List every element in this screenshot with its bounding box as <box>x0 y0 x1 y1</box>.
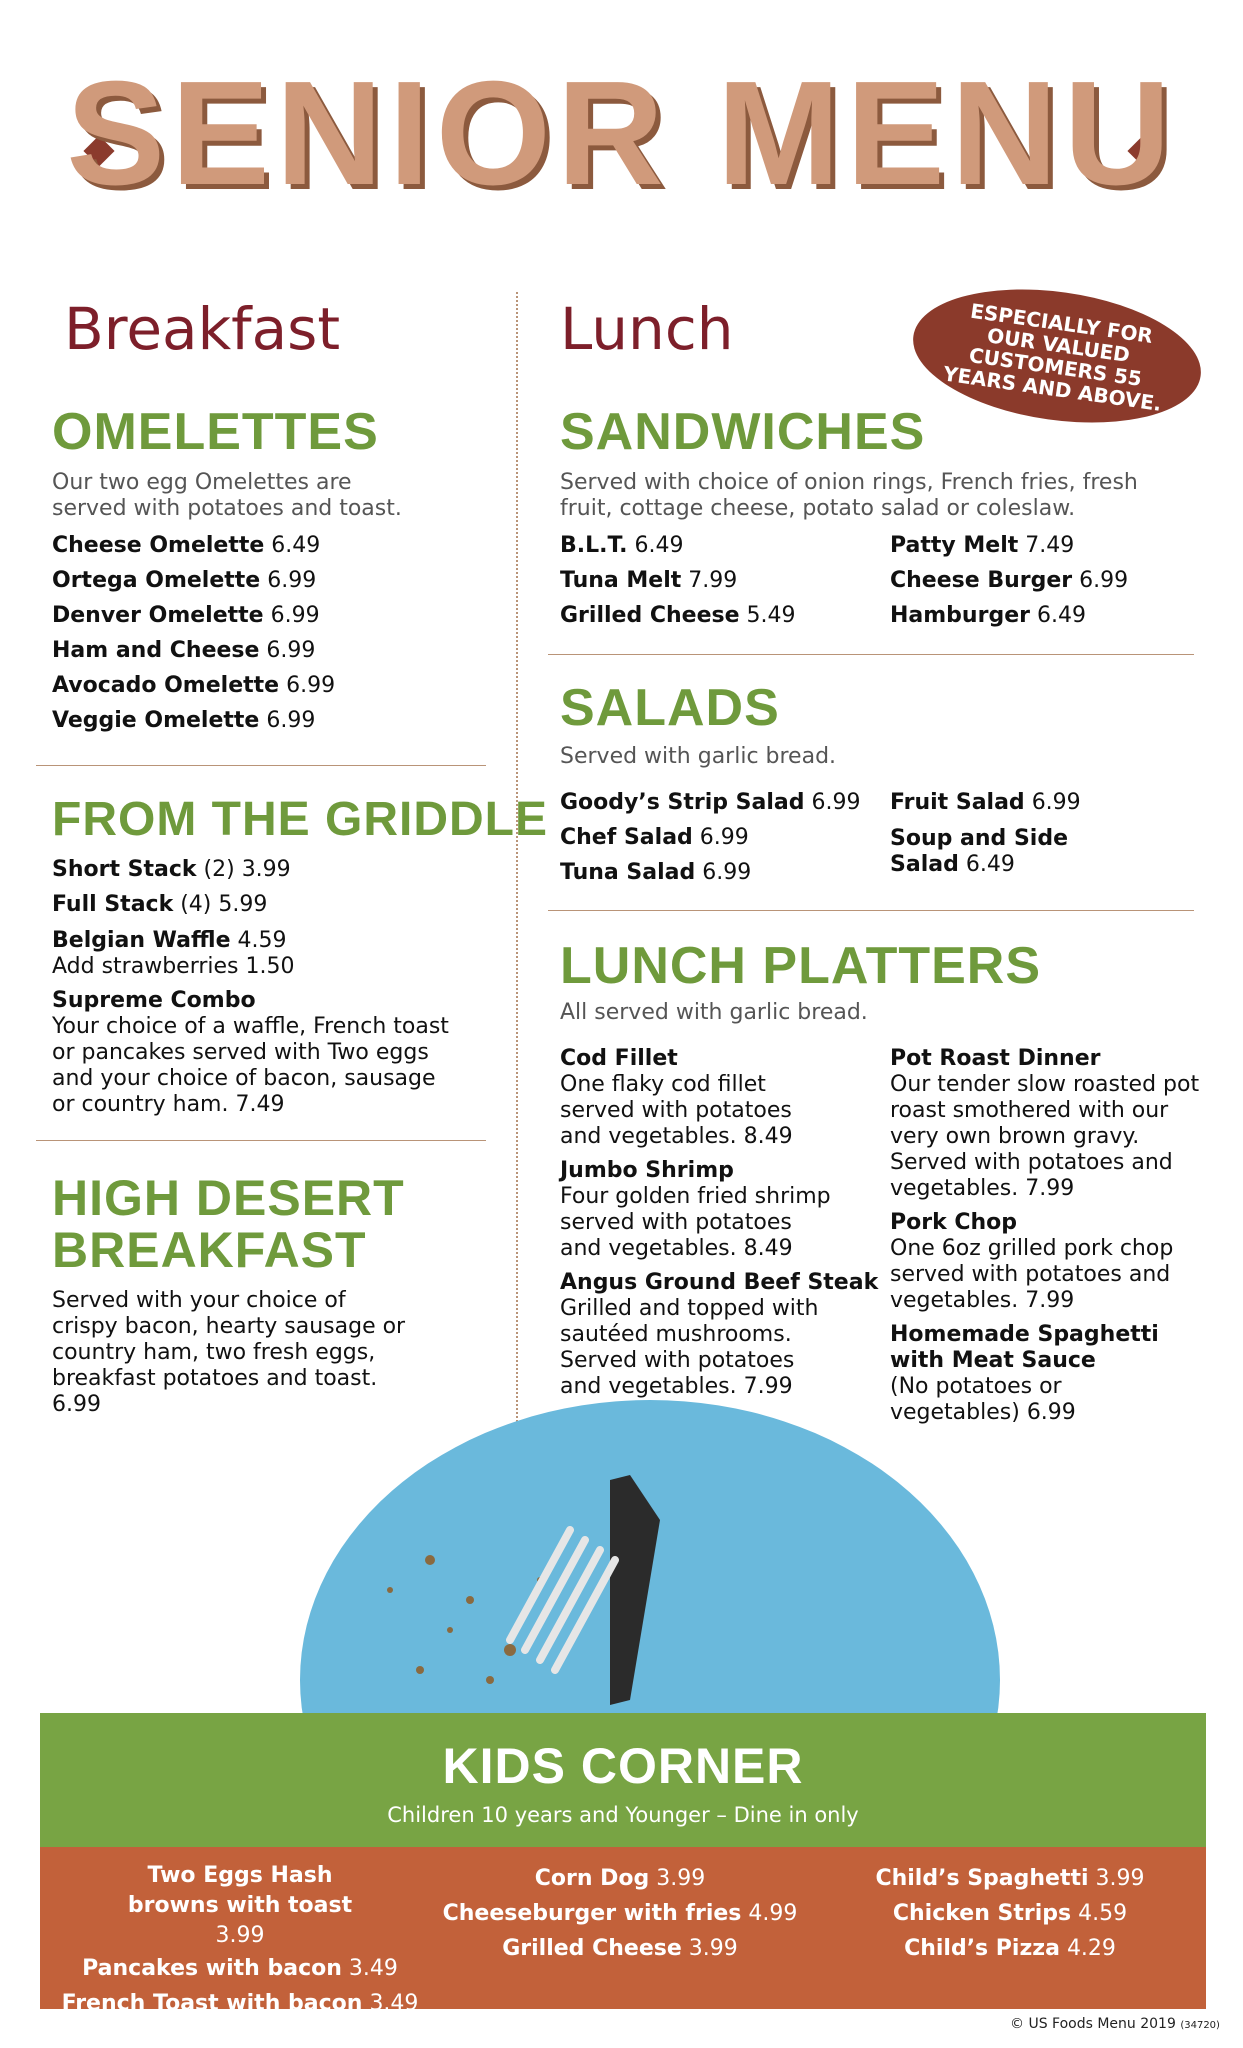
list-item: Belgian Waffle 4.59 <box>52 928 287 953</box>
senior-badge: ESPECIALLY FOR OUR VALUED CUSTOMERS 55 YEARS AND ABOVE. <box>905 272 1210 439</box>
platters-right <box>890 1046 1210 1426</box>
list-item: Veggie Omelette 6.99 <box>52 708 316 733</box>
page-title: SENIOR MENU <box>66 51 1177 216</box>
item-desc: Four golden fried shrimp served with potatoes and vegetables. 8.49 <box>560 1184 831 1261</box>
item-desc: Our tender slow roasted pot roast smothered with our very own brown gravy. Served with potatoes and vegetables. 7.99 <box>890 1072 1200 1201</box>
platters-subtitle: All served with garlic bread. <box>560 1000 868 1025</box>
platters-left <box>560 1046 880 1400</box>
list-item: Cheese Omelette 6.49 <box>52 533 321 558</box>
list-item: Cheeseburger with fries 4.99 <box>442 1901 798 1926</box>
list-item: Avocado Omelette 6.99 <box>52 673 336 698</box>
divider <box>548 910 1194 911</box>
list-item: Patty Melt 7.49 <box>890 533 1075 558</box>
kids-title: KIDS CORNER <box>442 1738 804 1794</box>
list-item: Fruit Salad 6.99 <box>890 790 1081 815</box>
item-desc: (No potatoes or vegetables) 6.99 <box>890 1374 1076 1425</box>
list-item: Chef Salad 6.99 <box>560 825 749 850</box>
list-item: Jumbo Shrimp <box>560 1158 734 1183</box>
list-item: Pancakes with bacon 3.49 <box>82 1956 398 1981</box>
omelettes-list <box>52 528 492 738</box>
list-item: B.L.T. 6.49 <box>560 533 684 558</box>
list-item: Grilled Cheese 5.49 <box>560 603 796 628</box>
kids-menu <box>40 1847 1206 2016</box>
sandwiches-left <box>560 528 880 633</box>
kids-col-3 <box>830 1861 1190 1966</box>
platters-title: LUNCH PLATTERS <box>560 937 1042 995</box>
list-item: Denver Omelette 6.99 <box>52 603 320 628</box>
omelettes-subtitle: Our two egg Omelettes are served with potatoes and toast. <box>52 470 402 521</box>
breakfast-heading: Breakfast <box>64 295 341 363</box>
sandwiches-subtitle: Served with choice of onion rings, French fries, fresh fruit, cottage cheese, potato salad or coleslaw. <box>560 470 1138 521</box>
list-item: Cod Fillet <box>560 1046 678 1071</box>
sandwiches-title: SANDWICHES <box>560 403 926 461</box>
list-item: Tuna Salad 6.99 <box>560 860 752 885</box>
list-item: Goody’s Strip Salad 6.99 <box>560 790 861 815</box>
item-desc: One 6oz grilled pork chop served with potatoes and vegetables. 7.99 <box>890 1236 1174 1313</box>
list-item: Soup and Side Salad 6.49 <box>890 826 1068 877</box>
salads-subtitle: Served with garlic bread. <box>560 744 837 769</box>
lunch-heading: Lunch <box>560 295 734 363</box>
copyright: © US Foods Menu 2019 (34720) <box>1010 2016 1220 2032</box>
list-item: Child’s Pizza 4.29 <box>904 1936 1116 1961</box>
item-desc: Grilled and topped with sautéed mushrooms. Served with potatoes and vegetables. 7.99 <box>560 1296 819 1399</box>
list-item: Cheese Burger 6.99 <box>890 568 1129 593</box>
list-item: Homemade Spaghetti with Meat Sauce <box>890 1322 1159 1373</box>
list-item: Tuna Melt 7.99 <box>560 568 738 593</box>
list-item: Full Stack (4) 5.99 <box>52 892 268 917</box>
list-item: Supreme Combo <box>52 988 256 1013</box>
list-item: Corn Dog 3.99 <box>534 1866 706 1891</box>
item-desc: One flaky cod fillet served with potatoes and vegetables. 8.49 <box>560 1072 793 1149</box>
list-item: Short Stack (2) 3.99 <box>52 857 291 882</box>
list-item: Pot Roast Dinner <box>890 1046 1101 1071</box>
salads-left <box>560 785 880 890</box>
divider <box>36 765 486 766</box>
divider <box>548 654 1194 655</box>
list-item: Hamburger 6.49 <box>890 603 1086 628</box>
kids-header <box>40 1713 1206 1847</box>
divider <box>36 1140 486 1141</box>
list-item: Grilled Cheese 3.99 <box>502 1936 738 1961</box>
list-item: French Toast with bacon 3.49 <box>61 1991 419 2016</box>
list-item: Child’s Spaghetti 3.99 <box>875 1866 1145 1891</box>
high-desert-desc: Served with your choice of crispy bacon, hearty sausage or country ham, two fresh eggs, breakfast potatoes and toast. 6.99 <box>52 1288 406 1417</box>
list-item: Two Eggs Hash browns with toast 3.99 <box>127 1863 353 1948</box>
list-item: Pork Chop <box>890 1210 1018 1235</box>
list-item: Angus Ground Beef Steak <box>560 1270 879 1295</box>
list-item: Ham and Cheese 6.99 <box>52 638 316 663</box>
griddle-list <box>52 852 492 1118</box>
column-divider <box>516 292 522 1422</box>
addon-note: Add strawberries 1.50 <box>52 954 295 979</box>
list-item: Chicken Strips 4.59 <box>892 1901 1128 1926</box>
high-desert-title: HIGH DESERT BREAKFAST <box>52 1170 405 1278</box>
combo-desc: Your choice of a waffle, French toast or pancakes served with Two eggs and your choice of bacon, sausage or country ham. 7.49 <box>52 1014 449 1117</box>
kids-col-1 <box>60 1861 420 2021</box>
salads-right <box>890 785 1090 878</box>
list-item: Ortega Omelette 6.99 <box>52 568 317 593</box>
kids-col-2 <box>440 1861 800 1966</box>
omelettes-title: OMELETTES <box>52 403 379 461</box>
kids-subtitle: Children 10 years and Younger – Dine in only <box>387 1803 859 1827</box>
salads-title: SALADS <box>560 679 780 737</box>
sandwiches-right <box>890 528 1210 633</box>
griddle-title: FROM THE GRIDDLE <box>52 793 548 846</box>
